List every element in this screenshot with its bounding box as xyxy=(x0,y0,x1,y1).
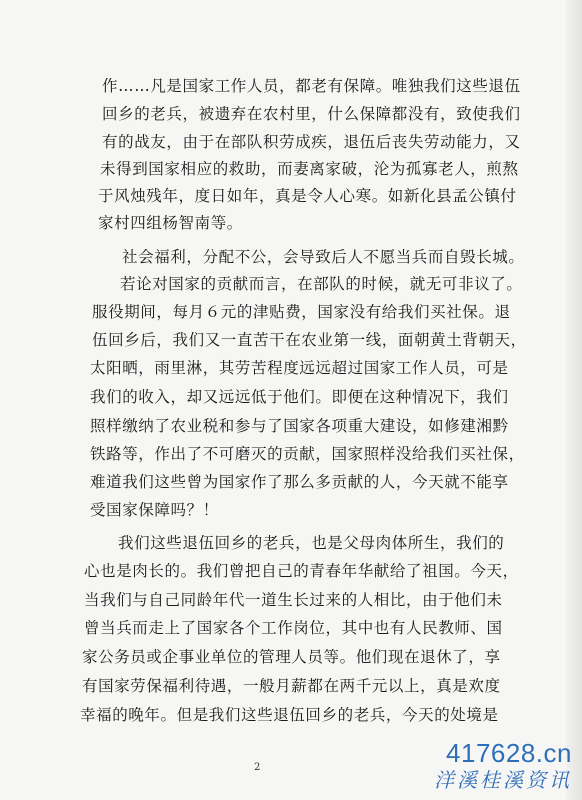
text-line: 未得到国家相应的救助，而妻离家破，沦为孤寡老人，煎熬 xyxy=(100,160,519,178)
page-number: 2 xyxy=(254,762,261,773)
text-line: 于风烛残年，度日如年，真是令人心寒。如新化县孟公镇付 xyxy=(98,187,517,205)
text-line: 太阳晒，雨里淋，其劳苦程度远远超过国家工作人员，可是 xyxy=(90,359,509,377)
text-line: 若论对国家的贡献而言，在部队的时候，就无可非议了。 xyxy=(120,275,523,293)
text-line: 幸福的晚年。但是我们这些退伍回乡的老兵，今天的处境是 xyxy=(80,706,499,724)
text-line: 照样缴纳了农业税和参与了国家各项重大建设，如修建湘黔 xyxy=(90,417,509,435)
text-line: 家村四组杨智南等。 xyxy=(98,214,243,232)
text-line: 社会福利，分配不公，会导致后人不愿当兵而自毁长城。 xyxy=(122,248,525,266)
text-line: 我们这些退伍回乡的老兵，也是父母肉体所生，我们的 xyxy=(118,534,505,552)
watermark xyxy=(434,738,572,792)
text-line: 心也是肉长的。我们曾把自己的青春年华献给了祖国。今天， xyxy=(84,562,519,580)
watermark-brand: 洋溪桂溪资讯 xyxy=(434,768,572,792)
text-line: 我们的收入，却又远远低于他们。即便在这种情况下，我们 xyxy=(90,388,509,406)
text-line: 伍回乡后，我们又一直苦干在农业第一线，面朝黄土背朝天， xyxy=(92,331,527,349)
text-line: 服役期间，每月６元的津贴费，国家没有给我们买社保。退 xyxy=(92,303,511,321)
text-line: 作……凡是国家工作人员，都老有保障。唯独我们这些退伍 xyxy=(102,77,521,95)
text-line: 曾当兵而走上了国家各个工作岗位，其中也有人民教师、国 xyxy=(84,619,503,637)
watermark-url: 417628.cn xyxy=(446,738,572,768)
text-line: 有国家劳保福利待遇，一般月薪都在两千元以上，真是欢度 xyxy=(82,677,501,695)
text-line: 有的战友，由于在部队积劳成疾，退伍后丧失劳动能力，又 xyxy=(102,133,521,151)
text-line: 当我们与自己同龄年代一道生长过来的人相比，由于他们未 xyxy=(84,591,503,609)
text-line: 难道我们这些曾为国家作了那么多贡献的人，今天就不能享 xyxy=(90,473,509,491)
text-line: 回乡的老兵，被遗弃在农村里，什么保障都没有，致使我们 xyxy=(102,105,521,123)
text-line: 铁路等，作出了不可磨灭的贡献，国家照样没给我们买社保， xyxy=(90,445,525,463)
text-line: 受国家保障吗？！ xyxy=(90,501,219,519)
text-line: 家公务员或企事业单位的管理人员等。他们现在退休了，享 xyxy=(82,648,501,666)
